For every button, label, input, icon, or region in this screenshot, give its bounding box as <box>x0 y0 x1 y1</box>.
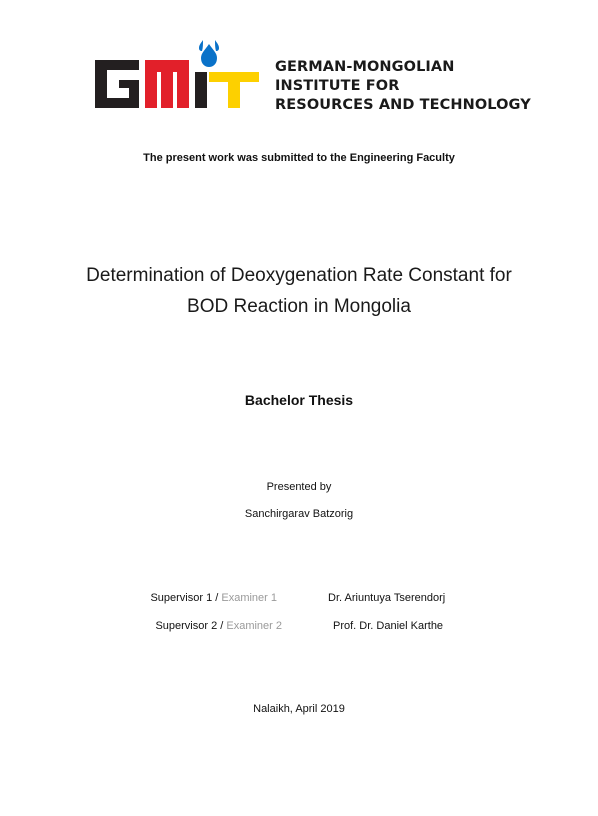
thesis-title-line-2: BOD Reaction in Mongolia <box>187 296 411 317</box>
thesis-title-line-1: Determination of Deoxygenation Rate Constant for <box>86 265 512 286</box>
supervisor-name: Prof. Dr. Daniel Karthe <box>333 620 444 632</box>
thesis-title <box>0 260 598 322</box>
examiner-role-label: Examiner 1 <box>221 592 277 604</box>
supervisor-role-label: Supervisor 2 / <box>155 620 227 632</box>
institute-name-line-3: RESOURCES AND TECHNOLOGY <box>275 97 531 113</box>
gmit-logo <box>95 36 531 116</box>
logo-letter-g <box>95 60 139 108</box>
thesis-type: Bachelor Thesis <box>244 392 354 408</box>
institute-name-line-2: INSTITUTE FOR <box>275 78 400 94</box>
logo-letter-i <box>195 72 207 108</box>
presented-by-label: Presented by <box>266 481 332 493</box>
logo-letter-t <box>209 72 259 108</box>
examiner-role-label: Examiner 2 <box>226 620 282 632</box>
logo-letter-m <box>145 60 189 108</box>
supervisor-role-label: Supervisor 1 / <box>150 592 222 604</box>
supervisor-role <box>155 620 282 632</box>
author-name: Sanchirgarav Batzorig <box>244 508 354 520</box>
supervisor-role <box>150 592 277 604</box>
submission-note: The present work was submitted to the Engineering Faculty <box>143 152 455 164</box>
institute-name <box>275 58 531 115</box>
institute-name-line-1: GERMAN-MONGOLIAN <box>275 59 455 75</box>
gmit-logo-mark <box>95 36 265 116</box>
supervisor-name: Dr. Ariuntuya Tserendorj <box>328 592 446 604</box>
logo-flame-icon <box>199 40 219 67</box>
place-and-date: Nalaikh, April 2019 <box>253 703 345 715</box>
